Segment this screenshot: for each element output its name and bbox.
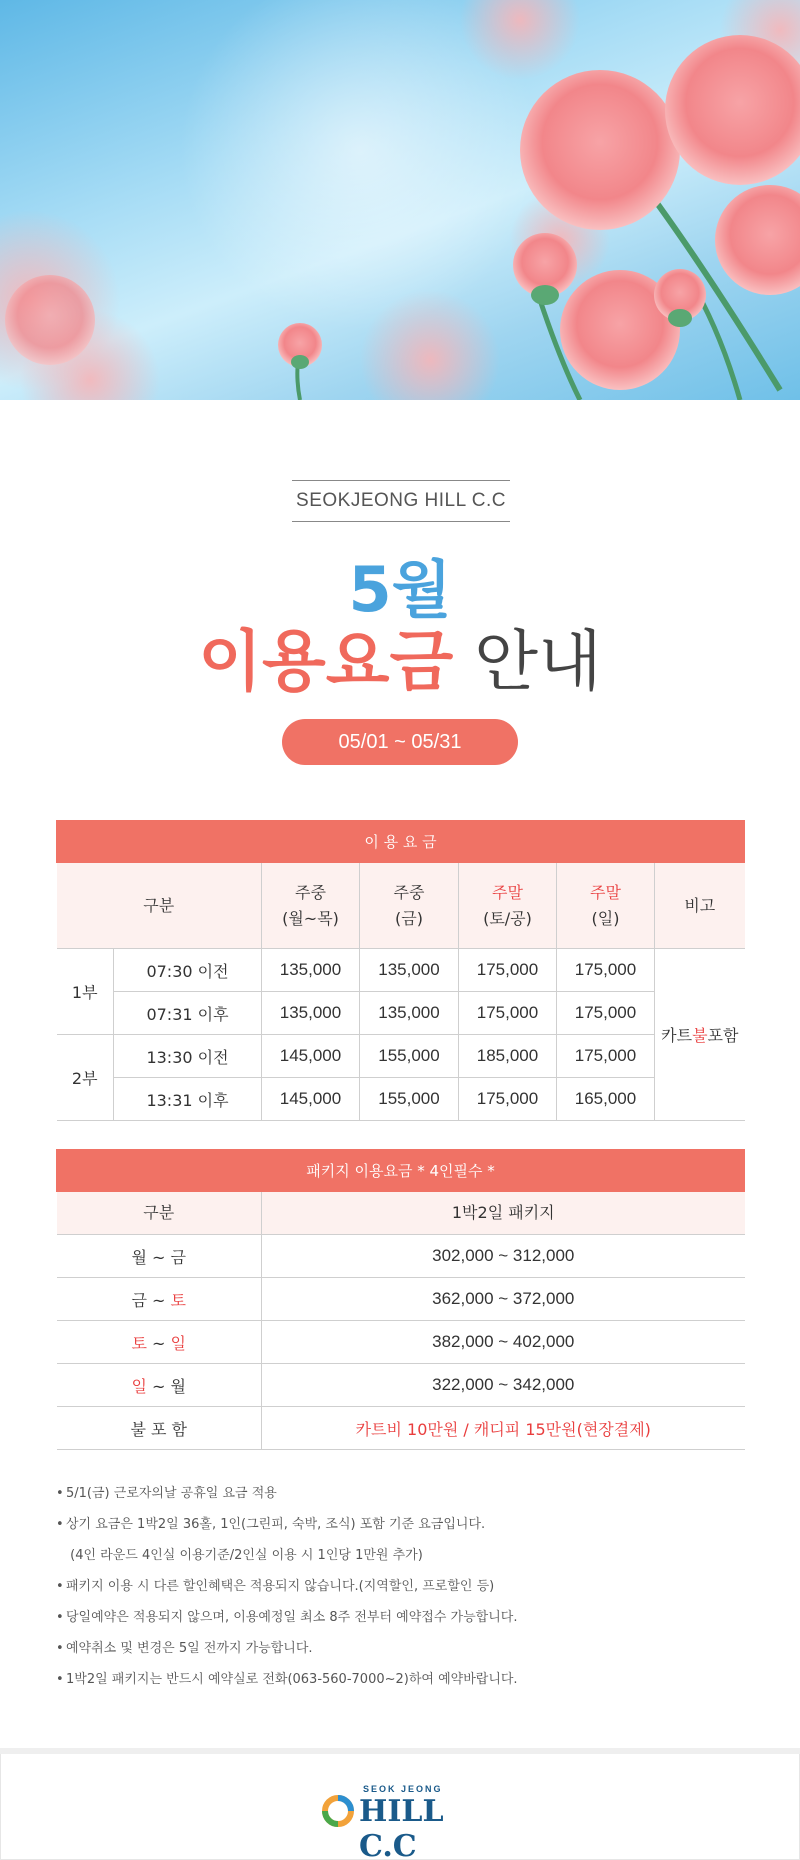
- list-item: [56, 1602, 756, 1633]
- table-row: [57, 1278, 745, 1321]
- day-separator: ~: [146, 1290, 171, 1310]
- list-item: [56, 1633, 756, 1664]
- header-weekday-mon-thu: [262, 863, 360, 949]
- header-sublabel: (금): [395, 908, 423, 928]
- not-included-value: 카트비 10만원 / 캐디피 15만원(현장결제): [262, 1407, 745, 1450]
- day-range-cell: [57, 1235, 262, 1278]
- package-price-cell: 302,000 ~ 312,000: [262, 1235, 745, 1278]
- header-label: 주말: [590, 882, 621, 902]
- time-cell: 07:31 이후: [114, 992, 262, 1035]
- logo-subtext: SEOK JEONG: [363, 1784, 443, 1794]
- carnation-illustration: [0, 0, 800, 400]
- not-included-label: 불 포 함: [57, 1407, 262, 1450]
- hero-banner-image: [0, 0, 800, 400]
- package-table-title: 패키지 이용요금 * 4인필수 *: [57, 1150, 745, 1192]
- rate-table-title-row: [57, 821, 745, 863]
- price-cell: 175,000: [459, 949, 557, 992]
- header-sublabel: (일): [591, 908, 620, 928]
- day-separator: ~: [146, 1333, 171, 1353]
- table-row: [57, 992, 745, 1035]
- price-cell: 165,000: [557, 1078, 655, 1121]
- note-text: 예약취소 및 변경은 5일 전까지 가능합니다.: [66, 1641, 313, 1656]
- header-label: 주중: [295, 882, 326, 902]
- bullet: •: [56, 1486, 64, 1501]
- note-text: (4인 라운드 4인실 이용기준/2인실 이용 시 1인당 1만원 추가): [66, 1548, 423, 1563]
- day-start: 월: [131, 1247, 147, 1267]
- table-row: [57, 1321, 745, 1364]
- package-price-cell: 362,000 ~ 372,000: [262, 1278, 745, 1321]
- price-cell: 175,000: [557, 992, 655, 1035]
- time-cell: 13:30 이전: [114, 1035, 262, 1078]
- time-cell: 07:30 이전: [114, 949, 262, 992]
- headline: [0, 622, 800, 702]
- hill-cc-logo: [319, 1784, 489, 1860]
- header-label: 주중: [393, 882, 425, 902]
- price-cell: 135,000: [262, 992, 360, 1035]
- note-text: 1박2일 패키지는 반드시 예약실로 전화(063-560-7000~2)하여 예약바랍니다.: [66, 1672, 518, 1687]
- date-range-badge: [282, 719, 518, 765]
- logo-wordmark: HILL C.C: [359, 1794, 444, 1860]
- price-cell: 155,000: [360, 1035, 459, 1078]
- month-title: 5월: [348, 553, 452, 626]
- brand-title-box: [292, 480, 510, 522]
- price-cell: 135,000: [360, 949, 459, 992]
- package-price-cell: 382,000 ~ 402,000: [262, 1321, 745, 1364]
- day-end: 월: [170, 1376, 186, 1396]
- price-cell: 135,000: [262, 949, 360, 992]
- package-header-row: [57, 1192, 745, 1235]
- header-weekend-sat: [459, 863, 557, 949]
- day-range-cell: [57, 1278, 262, 1321]
- note-text: 당일예약은 적용되지 않으며, 이용예정일 최소 8주 전부터 예약접수 가능합니다.: [66, 1610, 518, 1625]
- note-text: 5/1(금) 근로자의날 공휴일 요금 적용: [66, 1486, 277, 1501]
- package-table-title-row: [57, 1150, 745, 1192]
- day-separator: ~: [146, 1376, 171, 1396]
- list-item: [56, 1478, 756, 1509]
- package-table: [56, 1149, 745, 1450]
- table-row: [57, 1035, 745, 1078]
- note-text: 패키지 이용 시 다른 할인혜택은 적용되지 않습니다.(지역할인, 프로할인 등): [66, 1579, 495, 1594]
- price-cell: 185,000: [459, 1035, 557, 1078]
- day-end: 일: [170, 1333, 186, 1353]
- note-text: 상기 요금은 1박2일 36홀, 1인(그린피, 숙박, 조식) 포함 기준 요금입니다.: [66, 1517, 486, 1532]
- table-row: [57, 1407, 745, 1450]
- brand-name: SEOKJEONG HILL C.C: [296, 490, 506, 511]
- logo-ring-icon: [321, 1794, 355, 1828]
- remark-cell: [655, 949, 745, 1121]
- header-sublabel: (토/공): [483, 908, 532, 928]
- list-item: [56, 1571, 756, 1602]
- price-cell: 155,000: [360, 1078, 459, 1121]
- rate-table-title: 이 용 요 금: [57, 821, 745, 863]
- list-item: [56, 1664, 756, 1695]
- table-row: [57, 1078, 745, 1121]
- day-start: 금: [131, 1290, 147, 1310]
- header-label: 주말: [492, 882, 523, 902]
- day-end: 토: [170, 1290, 186, 1310]
- bullet: •: [56, 1641, 64, 1656]
- package-header-name: 1박2일 패키지: [262, 1192, 745, 1235]
- price-cell: 135,000: [360, 992, 459, 1035]
- price-cell: 175,000: [557, 1035, 655, 1078]
- remark-text: 카트: [661, 1026, 693, 1045]
- header-weekend-sun: [557, 863, 655, 949]
- bullet: •: [56, 1610, 64, 1625]
- price-cell: 145,000: [262, 1078, 360, 1121]
- time-cell: 13:31 이후: [114, 1078, 262, 1121]
- price-cell: 175,000: [459, 1078, 557, 1121]
- package-header-category: 구분: [57, 1192, 262, 1235]
- notes-list: [56, 1478, 756, 1695]
- list-item: [56, 1540, 756, 1571]
- price-cell: 175,000: [557, 949, 655, 992]
- headline-guide: 안내: [474, 623, 602, 700]
- headline-fee: 이용요금: [198, 623, 454, 700]
- remark-highlight: 불: [692, 1026, 708, 1045]
- day-separator: ~: [146, 1247, 171, 1267]
- rate-table-header-row: [57, 863, 745, 949]
- day-end: 금: [170, 1247, 186, 1267]
- header-category: 구분: [57, 863, 262, 949]
- price-cell: 145,000: [262, 1035, 360, 1078]
- table-row: [57, 1235, 745, 1278]
- table-row: [57, 1364, 745, 1407]
- bullet: •: [56, 1517, 64, 1532]
- day-start: 토: [131, 1333, 147, 1353]
- day-range-cell: [57, 1321, 262, 1364]
- price-cell: 175,000: [459, 992, 557, 1035]
- list-item: [56, 1509, 756, 1540]
- bullet: •: [56, 1672, 64, 1687]
- header-note: 비고: [655, 863, 745, 949]
- table-row: [57, 949, 745, 992]
- day-range-cell: [57, 1364, 262, 1407]
- remark-text: 포함: [707, 1026, 739, 1045]
- group-label: 2부: [57, 1035, 114, 1121]
- bullet: •: [56, 1579, 64, 1594]
- footer: [0, 1754, 800, 1860]
- header-sublabel: (월~목): [282, 908, 339, 928]
- day-start: 일: [131, 1376, 147, 1396]
- package-price-cell: 322,000 ~ 342,000: [262, 1364, 745, 1407]
- rate-table: [56, 820, 745, 1121]
- date-range-text: 05/01 ~ 05/31: [338, 730, 462, 753]
- header-weekday-fri: [360, 863, 459, 949]
- group-label: 1부: [57, 949, 114, 1035]
